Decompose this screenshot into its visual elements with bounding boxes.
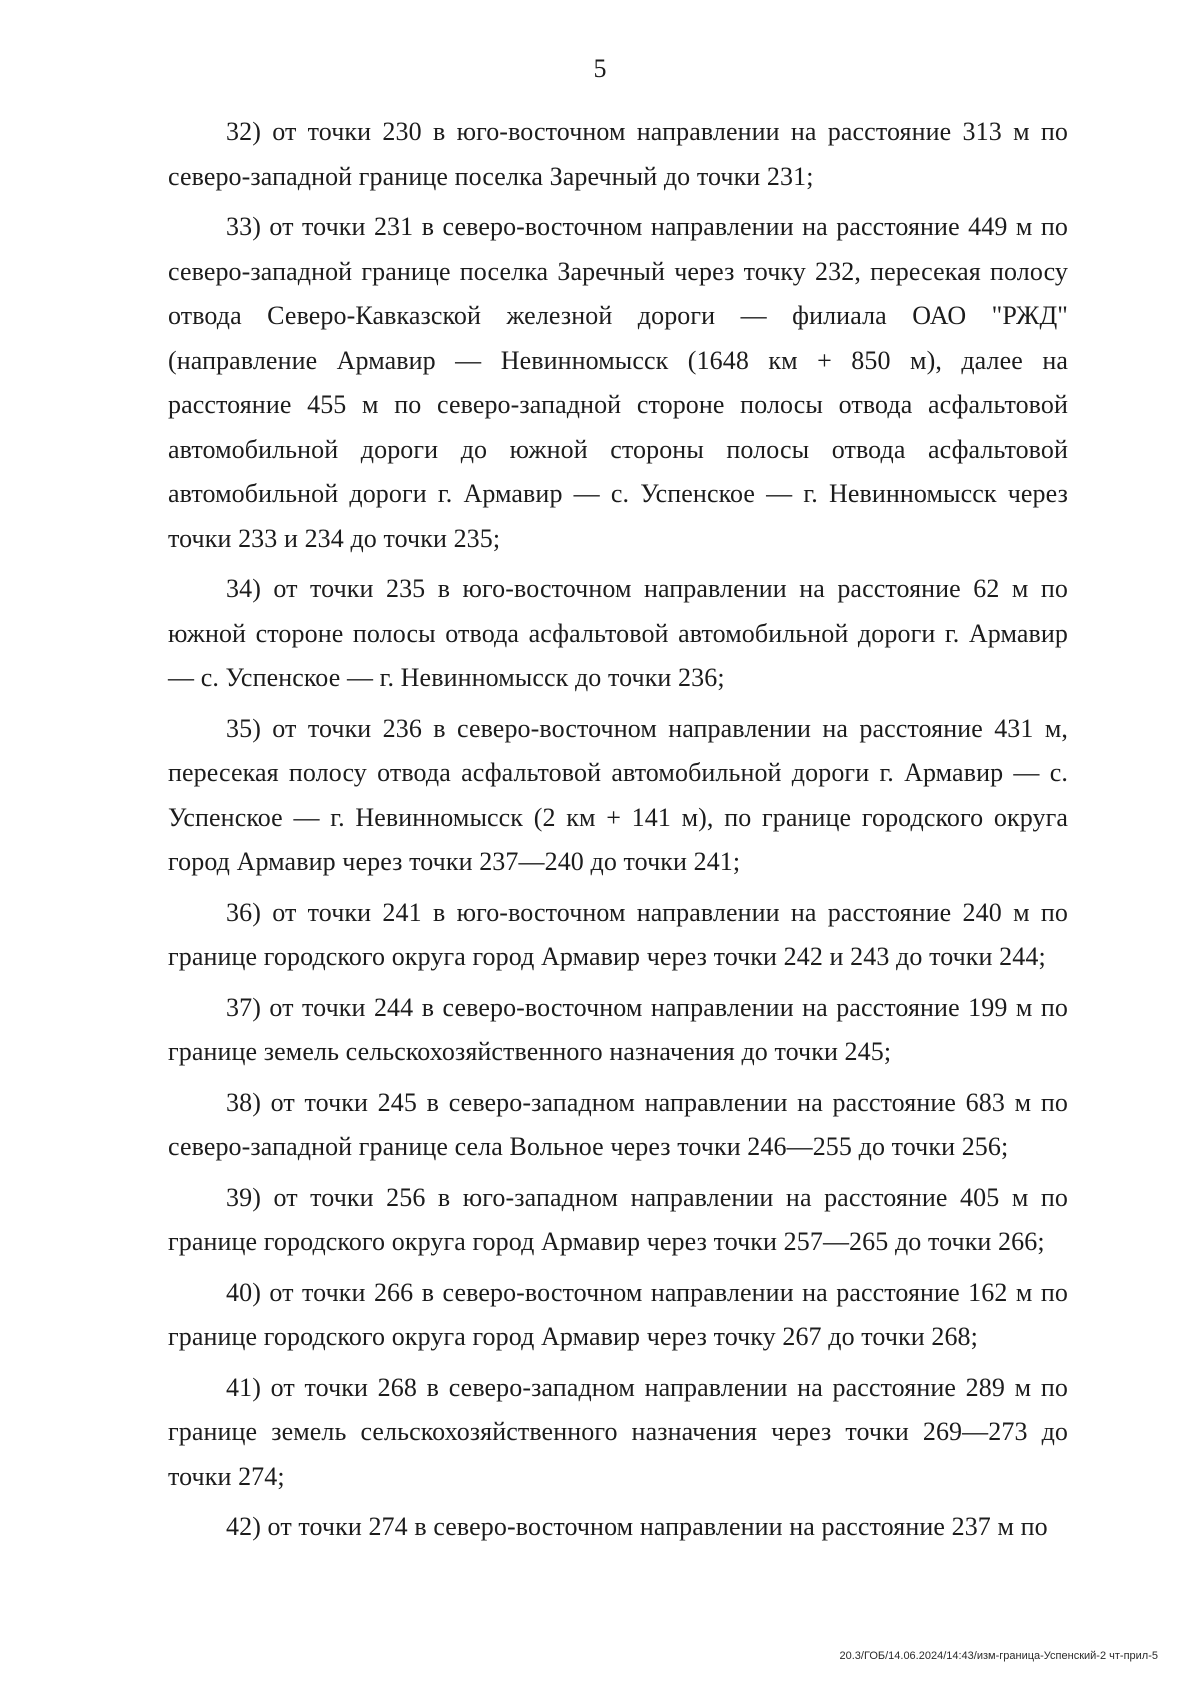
paragraph-42: 42) от точки 274 в северо-восточном направлении на расстояние 237 м по	[226, 1512, 1048, 1541]
paragraph-32: 32) от точки 230 в юго-восточном направлении на расстояние 313 м по северо-западной границе поселка Заречный до точки 231;	[168, 117, 1068, 191]
document-body	[168, 110, 1068, 1556]
paragraph-38: 38) от точки 245 в северо-западном направлении на расстояние 683 м по северо-западной границе села Вольное через точки 246—255 до точки 256;	[168, 1087, 1068, 1161]
paragraph-35: 35) от точки 236 в северо-восточном направлении на расстояние 431 м, пересекая полосу отвода асфальтовой автомобильной дороги г. Армавир — с. Успенское — г. Невинномысск (2 км + 141 м), по границе городского округа город Армавир через точки 237—240 до точки 241;	[168, 713, 1068, 876]
paragraph-40: 40) от точки 266 в северо-восточном направлении на расстояние 162 м по границе городского округа город Армавир через точку 267 до точки 268;	[168, 1277, 1068, 1351]
paragraph-39: 39) от точки 256 в юго-западном направлении на расстояние 405 м по границе городского округа город Армавир через точки 257—265 до точки 266;	[168, 1182, 1068, 1256]
paragraph-34: 34) от точки 235 в юго-восточном направлении на расстояние 62 м по южной стороне полосы отвода асфальтовой автомобильной дороги г. Армавир — с. Успенское — г. Невинномысск до точки 236;	[168, 574, 1068, 692]
page-number: 5	[593, 54, 607, 83]
paragraph-41: 41) от точки 268 в северо-западном направлении на расстояние 289 м по границе земель сельскохозяйственного назначения через точки 269—273 до точки 274;	[168, 1372, 1068, 1491]
paragraph-36: 36) от точки 241 в юго-восточном направлении на расстояние 240 м по границе городского округа город Армавир через точки 242 и 243 до точки 244;	[168, 897, 1068, 971]
paragraph-37: 37) от точки 244 в северо-восточном направлении на расстояние 199 м по границе земель сельскохозяйственного назначения до точки 245;	[168, 992, 1068, 1066]
document-footer-code: 20.3/ГОБ/14.06.2024/14:43/изм-граница-Успенский-2 чт-прил-5	[839, 1650, 1158, 1662]
paragraph-33: 33) от точки 231 в северо-восточном направлении на расстояние 449 м по северо-западной границе поселка Заречный через точку 232, пересекая полосу отвода Северо-Кавказской железной дороги — филиала ОАО "РЖД" (направление Армавир — Невинномысск (1648 км + 850 м), далее на расстояние 455 м по северо-западной стороне полосы отвода асфальтовой автомобильной дороги до южной стороны полосы отвода асфальтовой автомобильной дороги г. Армавир — с. Успенское — г. Невинномысск через точки 233 и 234 до точки 235;	[168, 212, 1068, 553]
